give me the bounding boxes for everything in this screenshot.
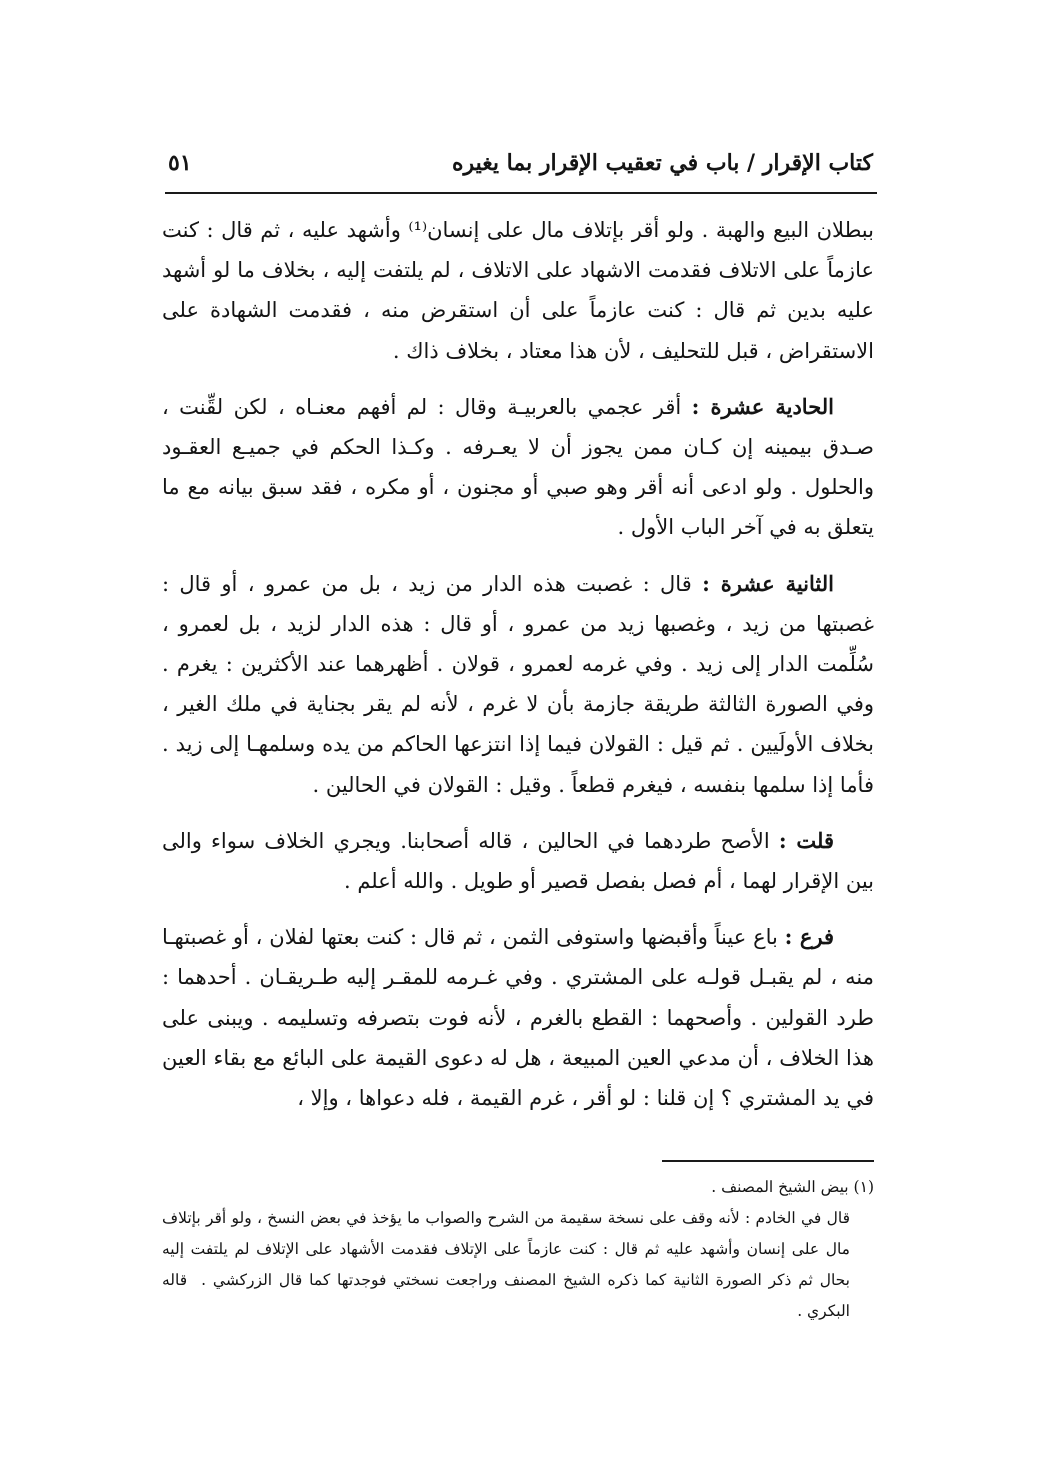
footnote-1-body-text: قال في الخادم : لأنه وقف على نسخة سقيمة من الشرح والصواب ما يؤخذ في بعض النسخ ، ولو أقر بإتلاف مال على إنسان وأشهد عليه ثم قال : كنت عازماً على الإتلاف فقدمت الأشهاد على الإتلاف لم يلتفت إليه بحال ثم ذكر الصورة الثانية كما ذكره الشيخ المصنف وراجعت نسختي فوجدتها كما قال الزركشي . <box>162 1209 850 1289</box>
paragraph-5-heading: فرع : <box>784 924 835 950</box>
footnote-1-text: بيض الشيخ المصنف . <box>711 1178 849 1196</box>
paragraph-1-text: ببطلان البيع والهبة . ولو أقر بإتلاف مال على إنسان⁽¹⁾ وأشهد عليه ، ثم قال : كنت عازماً على الاتلاف فقدمت الاشهاد على الاتلاف ، لم يلتفت إليه ، بخلاف ما لو أشهد عليه بدين ثم قال : كنت عازماً على أن استقرض منه ، فقدمت الشهادة على الاستقراض ، قبل للتحليف ، لأن هذا معتاد ، بخلاف ذاك . <box>162 218 874 363</box>
paragraph-4-heading: قلت : <box>778 827 834 853</box>
paragraph-2-text: أقر عجمي بالعربيـة وقال : لم أفهم معنـاه ، لكن لقِّنت ، صـدق بيمينه إن كـان ممن يجوز أن لا يعـرفه . وكـذا الحكم في جميـع العقـود والحلول . ولو ادعى أنه أقر وهو صبي أو مجنون ، أو مكره ، فقد سبق بيانه مع ما يتعلق به في آخر الباب الأول . <box>162 394 874 540</box>
page-header <box>168 150 873 190</box>
paragraph-1 <box>162 210 874 371</box>
running-title: كتاب الإقرار / باب في تعقيب الإقرار بما يغيره <box>451 150 873 176</box>
main-text <box>162 210 874 1134</box>
paragraph-5-text: باع عيناً وأقبضها واستوفى الثمن ، ثم قال : كنت بعتها لفلان ، أو غصبتهـا منه ، لم يقبـل قولـه على المشتري . وفي غـرمه للمقـر إليه طـريقـان . أحدهما : طرد القولين . وأصحهما : القطع بالغرم ، لأنه فوت بتصرفه وتسليمه . ويبنى على هذا الخلاف ، أن مدعي العين المبيعة ، هل له دعوى القيمة على البائع مع بقاء العين في يد المشتري ؟ إن قلنا : لو أقر ، غرم القيمة ، فله دعواها ، وإلا ، <box>162 925 874 1111</box>
paragraph-5 <box>162 917 874 1118</box>
header-rule <box>165 192 877 194</box>
paragraph-3-text: قال : غصبت هذه الدار من زيد ، بل من عمرو ، أو قال : غصبتها من زيد ، وغصبها زيد من عمرو ، أو قال : هذه الدار لزيد ، بل لعمرو ، سُلِّمت الدار إلى زيد . وفي غرمه لعمرو ، قولان . أظهرهما عند الأكثرين : يغرم . وفي الصورة الثالثة طريقة جازمة بأن لا غرم ، لأنه لم يقر بجناية في ملك الغير ، بخلاف الأولَيين . ثم قيل : القولان فيما إذا انتزعها الحاكم من يده وسلمهـا إلى زيد . فأما إذا سلمها بنفسه ، فيغرم قطعاً . وقيل : القولان في الحالين . <box>162 571 874 797</box>
paragraph-2-heading: الحادية عشرة : <box>691 393 834 419</box>
page-number: ٥١ <box>168 150 192 176</box>
footnote-rule <box>662 1160 874 1162</box>
paragraph-4 <box>162 821 874 901</box>
paragraph-4-text: الأصح طردهما في الحالين ، قاله أصحابنا. ويجري الخلاف سواء والى بين الإقرار لهما ، أم فصل بفصل قصير أو طويل . والله أعلم . <box>162 828 874 894</box>
footnote-1 <box>162 1172 874 1203</box>
paragraph-3 <box>162 564 874 805</box>
footnote-1-body <box>162 1203 874 1327</box>
paragraph-2 <box>162 387 874 548</box>
footnote-1-signature: قاله البكري . <box>162 1271 850 1320</box>
paragraph-3-heading: الثانية عشرة : <box>702 570 834 596</box>
footnotes <box>162 1172 874 1327</box>
footnote-1-marker: (١) <box>853 1178 874 1196</box>
